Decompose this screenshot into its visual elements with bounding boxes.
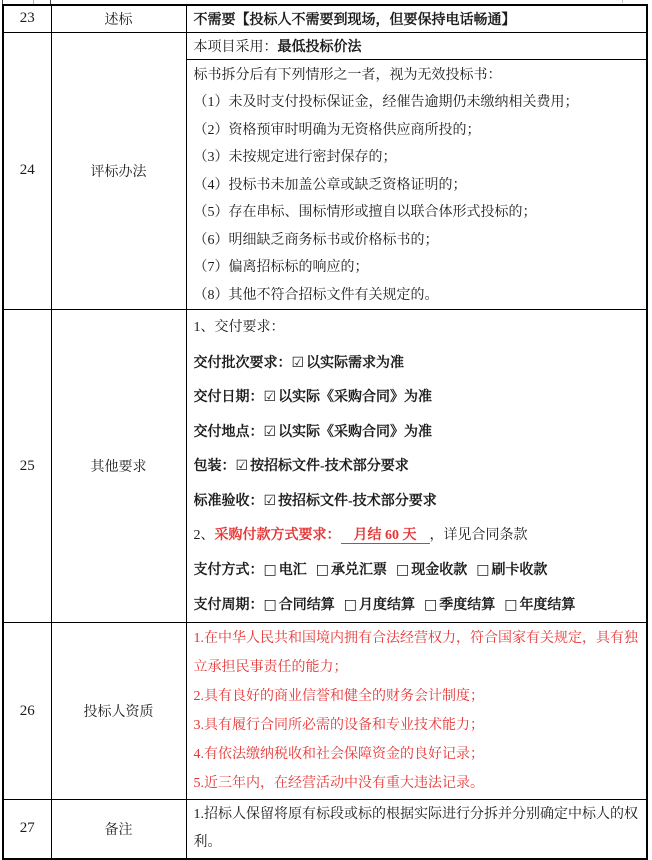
row-content: 不需要【投标人不需要到现场，但要保持电话畅通】 bbox=[186, 5, 647, 32]
list-item: 2.具有良好的商业信誉和健全的财务会计制度； bbox=[193, 689, 484, 705]
row-category: 述标 bbox=[51, 5, 186, 32]
acceptance-value: 按招标文件-技术部分要求 bbox=[278, 493, 437, 509]
qualification-list bbox=[187, 623, 647, 798]
payment-term-value: 月结 60 天 bbox=[341, 528, 430, 544]
pay-cycle-option: 季度结算 bbox=[439, 597, 496, 613]
pay-method-option: 电汇 bbox=[278, 563, 307, 579]
checked-checkbox-icon: ☑ bbox=[291, 354, 305, 371]
pay-method-label: 支付方式： bbox=[193, 563, 264, 579]
row-category: 投标人资质 bbox=[51, 623, 186, 799]
delivery-date-line bbox=[194, 380, 639, 415]
delivery-batch-line bbox=[194, 346, 639, 381]
row-number: 25 bbox=[3, 310, 51, 623]
payment-label: 采购付款方式要求： bbox=[214, 527, 341, 543]
payment-prefix: 2、 bbox=[193, 527, 215, 543]
list-item: 1.在中华人民共和国境内拥有合法经营权力，符合国家有关规定，具有独立承担民事责任的能力； bbox=[193, 631, 638, 676]
payment-terms-line bbox=[194, 519, 639, 554]
pay-cycle-line bbox=[194, 588, 639, 623]
table-row-27 bbox=[3, 799, 647, 858]
row-number: 26 bbox=[3, 623, 51, 799]
list-item: （1）未及时支付投标保证金，经催告逾期仍未缴纳相关费用； bbox=[193, 95, 579, 110]
list-item: （7）偏离招标标的响应的； bbox=[193, 260, 369, 275]
delivery-date-value: 以实际《采购合同》为准 bbox=[278, 390, 433, 406]
row-number: 27 bbox=[3, 799, 51, 858]
pay-method-line bbox=[194, 553, 639, 588]
invalid-bid-list bbox=[187, 60, 647, 310]
method-value: 最低投标价法 bbox=[277, 39, 362, 55]
row-content bbox=[186, 623, 647, 799]
delivery-batch-value: 以实际需求为准 bbox=[306, 355, 405, 371]
list-item: （2）资格预审时明确为无资格供应商所投的； bbox=[193, 122, 481, 138]
invalid-bid-intro: 标书拆分后有下列情形之一者，视为无效投标书： bbox=[193, 67, 502, 83]
checked-checkbox-icon: ☑ bbox=[263, 492, 277, 509]
unchecked-checkbox-icon: □ bbox=[315, 562, 329, 579]
row-category: 评标办法 bbox=[51, 32, 186, 310]
acceptance-line bbox=[194, 484, 639, 519]
unchecked-checkbox-icon: □ bbox=[395, 562, 410, 579]
delivery-place-label: 交付地点： bbox=[193, 424, 264, 440]
packing-label: 包装： bbox=[193, 459, 236, 475]
delivery-date-label: 交付日期： bbox=[193, 390, 264, 406]
table-row-24 bbox=[3, 32, 647, 310]
packing-line bbox=[194, 449, 639, 484]
unchecked-checkbox-icon: □ bbox=[263, 596, 277, 613]
row-content bbox=[186, 799, 647, 858]
pay-cycle-option: 月度结算 bbox=[358, 597, 415, 613]
acceptance-label: 标准验收： bbox=[193, 493, 264, 509]
table-row-23 bbox=[3, 5, 647, 32]
payment-suffix: ，详见合同条款 bbox=[429, 527, 528, 543]
delivery-requirements-heading: 1、交付要求： bbox=[193, 320, 285, 335]
row-number: 24 bbox=[3, 32, 51, 310]
list-item: （8）其他不符合招标文件有关规定的。 bbox=[193, 287, 439, 303]
method-prefix: 本项目采用： bbox=[193, 39, 278, 55]
top-edge-tick bbox=[622, 0, 623, 3]
row-content bbox=[186, 32, 647, 310]
unchecked-checkbox-icon: □ bbox=[343, 596, 357, 613]
list-item: （4）投标书未加盖公章或缺乏资格证明的； bbox=[193, 177, 467, 193]
pay-cycle-option: 合同结算 bbox=[278, 597, 335, 613]
row-category: 备注 bbox=[51, 799, 186, 858]
unchecked-checkbox-icon: □ bbox=[504, 596, 518, 613]
checked-checkbox-icon: ☑ bbox=[263, 423, 277, 440]
row-content bbox=[186, 310, 647, 623]
row-number: 23 bbox=[3, 5, 51, 32]
unchecked-checkbox-icon: □ bbox=[476, 562, 490, 579]
packing-value: 按招标文件-技术部分要求 bbox=[250, 459, 409, 475]
pay-cycle-label: 支付周期： bbox=[193, 597, 264, 613]
delivery-batch-label: 交付批次要求： bbox=[193, 355, 292, 371]
checked-checkbox-icon: ☑ bbox=[235, 458, 249, 475]
delivery-place-line bbox=[194, 415, 639, 450]
delivery-place-value: 以实际《采购合同》为准 bbox=[278, 424, 433, 440]
pay-cycle-option: 年度结算 bbox=[519, 597, 576, 613]
unchecked-checkbox-icon: □ bbox=[263, 562, 277, 579]
unchecked-checkbox-icon: □ bbox=[423, 596, 438, 613]
list-item: 4.有依法缴纳税收和社会保障资金的良好记录； bbox=[193, 746, 484, 762]
tender-info-table bbox=[2, 4, 648, 860]
table-row-25 bbox=[3, 310, 647, 623]
list-item: （5）存在串标、围标情形或擅自以联合体形式投标的； bbox=[193, 205, 537, 220]
pay-method-option: 承兑汇票 bbox=[330, 563, 387, 579]
list-item: 3.具有履行合同所必需的设备和专业技术能力； bbox=[193, 718, 484, 734]
row-category: 其他要求 bbox=[51, 310, 186, 623]
table-row-26 bbox=[3, 623, 647, 799]
pay-method-option: 现金收款 bbox=[411, 563, 468, 579]
list-item: （6）明细缺乏商务标书或价格标书的； bbox=[193, 232, 439, 248]
evaluation-method-line bbox=[187, 33, 647, 60]
checked-checkbox-icon: ☑ bbox=[263, 389, 277, 406]
list-item: （3）未按规定进行密封保存的； bbox=[193, 150, 397, 165]
list-item: 5.近三年内，在经营活动中没有重大违法记录。 bbox=[193, 775, 484, 791]
pay-method-option: 刷卡收款 bbox=[491, 563, 548, 579]
remark-text: 1.招标人保留将原有标段或标的根据实际进行分拆并分别确定中标人的权利。 bbox=[193, 806, 638, 851]
